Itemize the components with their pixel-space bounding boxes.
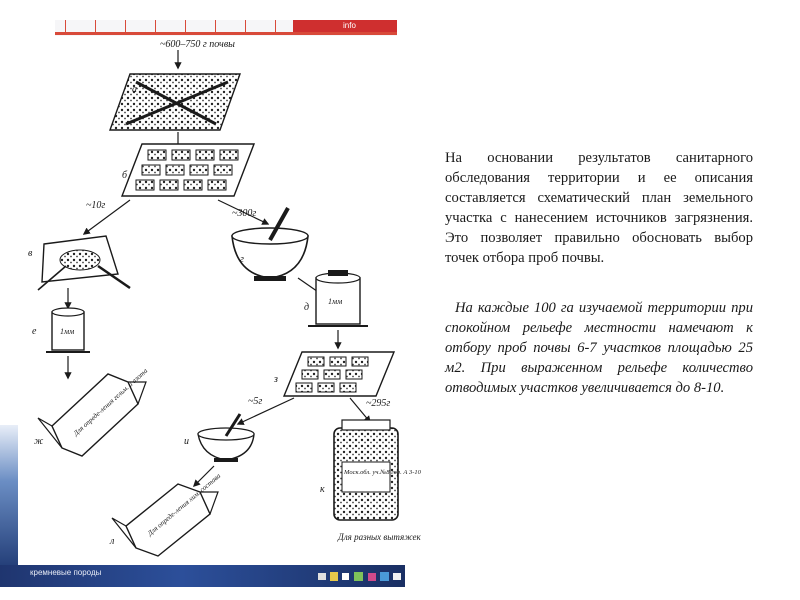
bottom-caption: кремневые породы: [30, 568, 102, 577]
step-z-grid-sheet: [284, 352, 394, 396]
step-label-i: и: [184, 436, 189, 447]
label-top-mass: ~600–750 г почвы: [160, 39, 235, 50]
description-text: [445, 148, 753, 398]
paragraph-sampling-plots: На каждые 100 га изучаемой территории при спокойном рельефе местности намечают к отбору проб почвы 6-7 участков площадью 25 м2. При выраженном рельефе количество отводимых участков увеличивается до 8-10.: [445, 300, 753, 396]
step-label-d: д: [304, 302, 310, 313]
step-label-k: к: [320, 484, 325, 495]
step-b-grid-sheet: [122, 144, 254, 196]
step-label-g: г: [240, 254, 244, 265]
bottom-color-dots: [318, 570, 402, 583]
paragraph-site-survey: На основании результатов санитарного обследования территории и ее описания составляется схематический план земельного участка с нанесением источников загрязнения. Это позволяет правильно обосновать выбор точек отбора проб почвы.: [445, 150, 753, 266]
label-5g: ~5г: [248, 396, 263, 407]
package-2-label: Для опреде-ления хим. состава: [146, 471, 223, 538]
jar-d-label: 1мм: [328, 297, 343, 306]
top-tag: info: [293, 20, 397, 32]
big-jar-label: Моск.обл. уч.№8 гор. А 3-10: [344, 469, 421, 476]
step-label-zh: ж: [34, 436, 44, 447]
step-label-a: а: [132, 84, 137, 95]
step-label-v: в: [28, 248, 33, 259]
bottom-photo-strip: [0, 565, 405, 587]
step-label-l: л: [110, 536, 115, 547]
step-v-sheet-with-knife: [38, 236, 130, 290]
step-label-e: е: [32, 326, 37, 337]
step-label-z: з: [274, 374, 278, 385]
jar-e-label: 1мм: [60, 327, 75, 336]
step-label-b: б: [122, 170, 128, 181]
label-295g: ~295г: [366, 398, 391, 409]
step-i-small-mortar: [198, 414, 254, 462]
package-1-label: Для опреде-ления гельм. и азота: [71, 366, 150, 438]
label-10g: ~10г: [86, 200, 106, 211]
big-jar-caption: Для разных вытяжек: [338, 532, 421, 542]
left-photo-strip: [0, 425, 18, 565]
step-a-soil-sheet: [110, 74, 240, 130]
soil-sampling-diagram: [18, 30, 421, 565]
label-300g: ~300г: [232, 208, 257, 219]
